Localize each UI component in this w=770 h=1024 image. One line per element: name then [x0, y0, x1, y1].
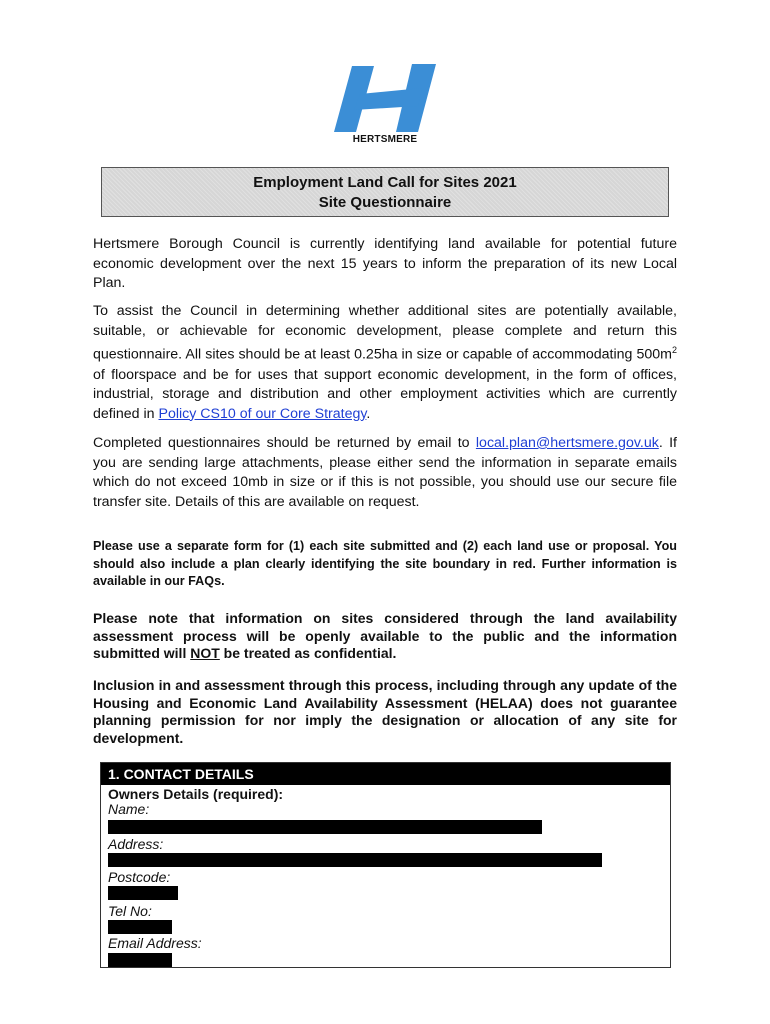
tel-label: Tel No: — [108, 903, 152, 919]
contact-details-section — [100, 762, 671, 968]
postcode-label: Postcode: — [108, 869, 171, 885]
document-title: Employment Land Call for Sites 2021 — [253, 174, 517, 191]
postcode-field[interactable] — [108, 886, 178, 900]
helaa-disclaimer-note: Inclusion in and assessment through this process, including through any update of the Housing and Economic Land Availability Assessment (HELAA) does not guarantee planning permission for nor imply the designation or allocation of any site for development. — [93, 677, 677, 746]
document-subtitle: Site Questionnaire — [318, 194, 452, 211]
intro-paragraph-2: To assist the Council in determining whether additional sites are potentially available, suitable, or achievable for economic development, please complete and return this questionnaire. All sites should be at least 0.25ha in size or capable of accommodating $500m^2$ of floorspace and be for uses that support economic development, in the form of offices, industrial, storage and distribution and other employment activities which are currently defined in Policy CS10 of our Core Strategy. — [93, 303, 677, 422]
email-address-label: Email Address: — [108, 935, 202, 951]
email-address-field[interactable] — [108, 953, 172, 967]
logo-wordmark: HERTSMERE — [352, 134, 418, 145]
confidentiality-note: Please note that information on sites considered through the land availability assessment process will be openly available to the public and the information submitted will NOT be treated as confidential. — [93, 610, 677, 661]
separate-form-note: Please use a separate form for (1) each site submitted and (2) each land use or proposal. You should also include a plan clearly identifying the site boundary in red. Further information is available in our FAQs. — [93, 539, 677, 588]
contact-details-heading: 1. CONTACT DETAILS — [101, 763, 670, 785]
name-label: Name: — [108, 801, 150, 817]
core-strategy-link[interactable]: Policy CS10 of our Core Strategy — [158, 405, 367, 422]
email-link[interactable]: local.plan@hertsmere.gov.uk — [475, 435, 659, 451]
name-field[interactable] — [108, 820, 542, 834]
owners-details-label: Owners Details (required): — [108, 786, 284, 802]
address-label: Address: — [108, 836, 164, 852]
intro-paragraph-3: Completed questionnaires should be returned by email to local.plan@hertsmere.gov.uk. If you are sending large attachments, please either send the information in separate emails which do not exceed 10mb in size or if this is not possible, you should use our secure file transfer site. Details of this are available on request. — [93, 435, 677, 510]
intro-paragraph-1: Hertsmere Borough Council is currently identifying land available for potential future economic development over the next 15 years to inform the preparation of its new Local Plan. — [93, 236, 677, 292]
address-field[interactable] — [108, 853, 602, 867]
document-title-box — [101, 167, 669, 217]
tel-field[interactable] — [108, 920, 172, 934]
